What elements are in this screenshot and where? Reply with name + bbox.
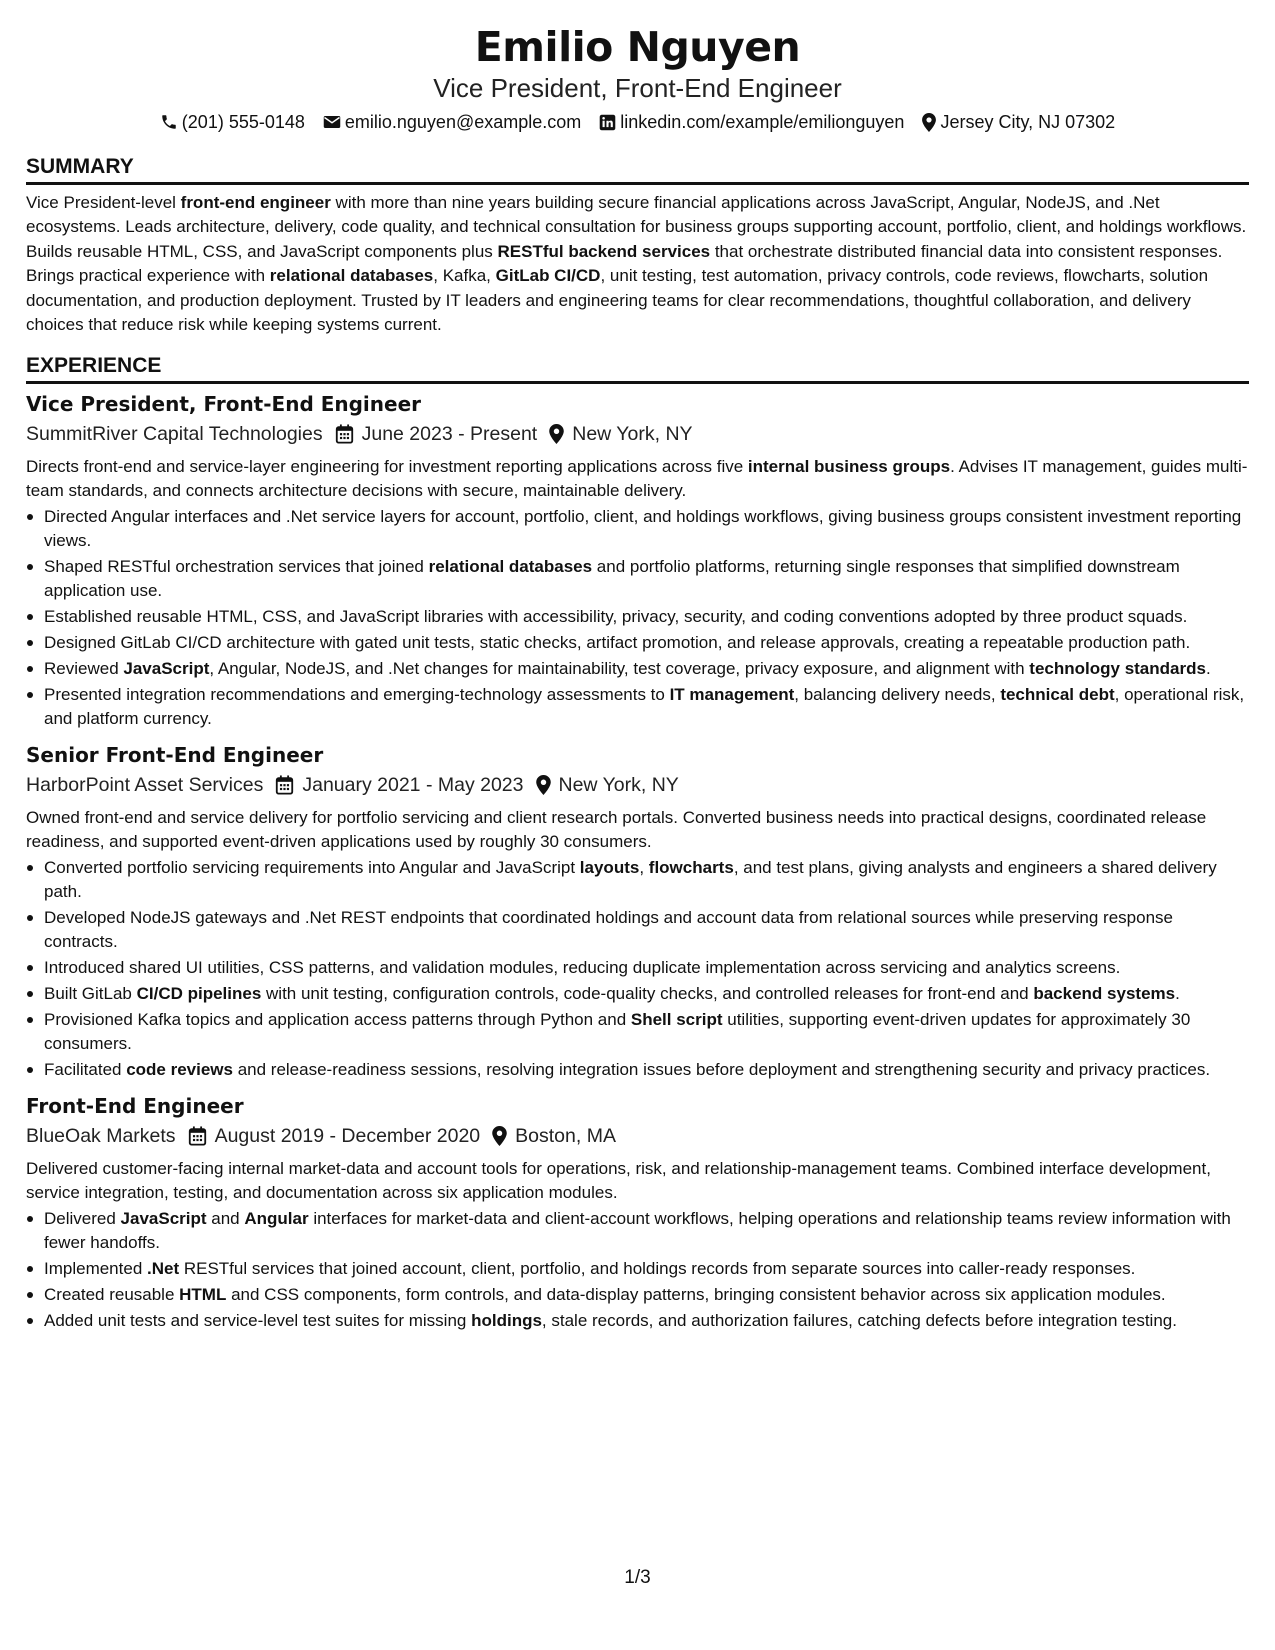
bullet-part: interfaces for market-data and client-account workflows, helping operations and relationship teams review information with fewer handoffs.	[44, 1209, 1231, 1253]
bullet-keyword: backend systems	[1033, 984, 1176, 1004]
location-text: Jersey City, NJ 07302	[940, 112, 1116, 132]
list-item	[26, 683, 1249, 731]
candidate-title: Vice President, Front-End Engineer	[433, 73, 842, 103]
bullet-part: Provisioned Kafka topics and application access patterns through Python and	[44, 1010, 631, 1030]
list-item	[26, 982, 1249, 1006]
summary-keyword: front-end engineer	[180, 193, 331, 212]
map-pin-icon	[536, 775, 551, 795]
list-item	[26, 1257, 1249, 1281]
bullet-part: .	[1175, 984, 1180, 1004]
bullet-part: Directed Angular interfaces and .Net service layers for account, portfolio, client, and holdings workflows, giving business groups consistent investment reporting views.	[44, 507, 1242, 551]
bullet-part: Reviewed	[44, 659, 124, 679]
job-dates: August 2019 - December 2020	[214, 1125, 481, 1148]
bullet-part: Delivered	[44, 1209, 121, 1229]
job-title: Senior Front-End Engineer	[26, 743, 324, 768]
bullet-part: , stale records, and authorization failures, catching defects before integration testing.	[541, 1311, 1177, 1331]
bullet-part: Designed GitLab CI/CD architecture with gated unit tests, static checks, artifact promotion, and release approvals, creating a repeatable production path.	[44, 633, 1191, 653]
linkedin-icon	[599, 114, 616, 131]
bullet-part: RESTful services that joined account, client, portfolio, and holdings records from separate sources into caller-ready responses.	[179, 1259, 1136, 1279]
contact-phone	[160, 108, 305, 136]
desc-keyword: internal business groups	[747, 457, 951, 477]
bullet-keyword: IT management	[669, 685, 795, 705]
bullet-part: Established reusable HTML, CSS, and JavaScript libraries with accessibility, privacy, security, and coding conventions adopted by three product squads.	[44, 607, 1188, 627]
job-location: New York, NY	[558, 774, 679, 797]
bullet-part: Created reusable	[44, 1285, 180, 1305]
page-number: 1/3	[624, 1567, 651, 1588]
bullet-part: Developed NodeJS gateways and .Net REST endpoints that coordinated holdings and account data from relational sources while preserving response contracts.	[44, 908, 1173, 952]
summary-keyword: RESTful backend services	[497, 241, 711, 261]
job-entry	[26, 741, 1249, 1082]
bullet-keyword: flowcharts	[648, 858, 734, 878]
linkedin-text[interactable]: linkedin.com/example/emilionguyen	[620, 112, 905, 132]
summary-keyword: relational databases	[269, 266, 434, 286]
job-list	[26, 390, 1249, 1333]
list-item	[26, 505, 1249, 553]
bullet-keyword: HTML	[179, 1285, 227, 1305]
list-item	[26, 906, 1249, 954]
list-item	[26, 956, 1249, 980]
bullet-part: Converted portfolio servicing requirements into Angular and JavaScript	[44, 858, 580, 878]
job-location: New York, NY	[572, 423, 693, 446]
job-bullets	[26, 1207, 1249, 1333]
contact-bar	[26, 108, 1249, 136]
job-dates: January 2021 - May 2023	[302, 774, 524, 797]
job-company: SummitRiver Capital Technologies	[26, 423, 323, 446]
calendar-icon	[275, 775, 294, 795]
bullet-keyword: Shell script	[630, 1010, 723, 1030]
summary-keyword: GitLab CI/CD	[495, 266, 601, 286]
bullet-part: with unit testing, configuration controls, code-quality checks, and controlled releases for front-end and	[261, 984, 1034, 1004]
bullet-keyword: JavaScript	[120, 1209, 207, 1229]
phone-text: (201) 555-0148	[181, 112, 305, 132]
bullet-keyword: technical debt	[1000, 685, 1115, 705]
bullet-part: Implemented	[44, 1259, 147, 1279]
map-pin-icon	[922, 113, 936, 132]
job-company: BlueOak Markets	[26, 1125, 176, 1148]
experience-heading: EXPERIENCE	[26, 353, 1249, 384]
bullet-part: Introduced shared UI utilities, CSS patterns, and validation modules, reducing duplicate implementation across servicing and analytics screens.	[44, 958, 1121, 978]
summary-part: , unit testing, test automation, privacy controls, code reviews, flowcharts, solution documentation, and production deployment. Trusted by IT leaders and engineering teams for clear recommendations, thoughtful collaboration, and delivery choices that reduce risk while keeping systems current.	[26, 266, 1209, 335]
bullet-part: and	[206, 1209, 245, 1229]
summary-part: that orchestrate distributed financial data into consistent responses. Brings practical experience with	[26, 241, 1223, 286]
summary-part: with more than nine years building secure financial applications across JavaScript, Angular, NodeJS, and .Net ecosystems. Leads architecture, delivery, code quality, and technical consultation for business groups supporting account, portfolio, client, and holdings workflows. Builds reusable HTML, CSS, and JavaScript components plus	[26, 193, 1247, 261]
list-item	[26, 631, 1249, 655]
job-dates: June 2023 - Present	[361, 423, 538, 446]
bullet-part: , balancing delivery needs,	[794, 685, 1001, 705]
phone-icon	[160, 113, 178, 131]
job-description	[26, 1157, 1249, 1205]
bullet-keyword: code reviews	[126, 1060, 233, 1080]
summary-part: Vice President-level	[26, 193, 181, 212]
calendar-icon	[335, 424, 354, 444]
summary-heading: SUMMARY	[26, 154, 1249, 185]
list-item	[26, 657, 1249, 681]
bullet-part: , Angular, NodeJS, and .Net changes for maintainability, test coverage, privacy exposure, and alignment with	[209, 659, 1030, 679]
job-company: HarborPoint Asset Services	[26, 774, 264, 797]
bullet-keyword: .Net	[147, 1259, 180, 1279]
map-pin-icon	[492, 1126, 507, 1146]
bullet-keyword: CI/CD pipelines	[136, 984, 262, 1004]
summary-section	[26, 154, 1249, 337]
list-item	[26, 1058, 1249, 1082]
desc-part: Directs front-end and service-layer engineering for investment reporting applications across five	[26, 457, 748, 477]
envelope-icon	[323, 114, 341, 130]
list-item	[26, 555, 1249, 603]
list-item	[26, 1283, 1249, 1307]
experience-section	[26, 353, 1249, 1333]
job-meta	[26, 1122, 1249, 1150]
bullet-keyword: relational databases	[428, 557, 593, 577]
calendar-icon	[188, 1126, 207, 1146]
bullet-part: Shaped RESTful orchestration services that joined	[44, 557, 429, 577]
bullet-keyword: holdings	[471, 1311, 542, 1331]
job-meta	[26, 420, 1249, 448]
summary-text	[26, 191, 1249, 337]
job-description	[26, 455, 1249, 503]
summary-part: , Kafka,	[433, 266, 496, 286]
job-title: Front-End Engineer	[26, 1094, 244, 1119]
job-description	[26, 806, 1249, 854]
bullet-keyword: Angular	[244, 1209, 309, 1229]
bullet-part: ,	[639, 858, 649, 878]
bullet-keyword: technology standards	[1029, 659, 1206, 679]
candidate-name: Emilio Nguyen	[474, 23, 801, 71]
job-bullets	[26, 505, 1249, 731]
bullet-part: Facilitated	[44, 1060, 127, 1080]
email-text[interactable]: emilio.nguyen@example.com	[344, 112, 582, 132]
contact-email[interactable]	[323, 108, 581, 136]
job-meta	[26, 771, 1249, 799]
bullet-part: and CSS components, form controls, and data-display patterns, bringing consistent behavior across six application modules.	[226, 1285, 1166, 1305]
bullet-part: and release-readiness sessions, resolving integration issues before deployment and strengthening security and privacy practices.	[232, 1060, 1211, 1080]
job-location: Boston, MA	[515, 1125, 616, 1148]
resume-header	[26, 22, 1249, 136]
list-item	[26, 1309, 1249, 1333]
bullet-part: Built GitLab	[44, 984, 137, 1004]
list-item	[26, 856, 1249, 904]
desc-part: Owned front-end and service delivery for portfolio servicing and client research portals. Converted business needs into practical designs, coordinated release readiness, and supported event-driven applications used by roughly 30 consumers.	[26, 808, 1207, 852]
job-title: Vice President, Front-End Engineer	[26, 392, 422, 417]
bullet-part: utilities, supporting event-driven updates for approximately 30 consumers.	[44, 1010, 1191, 1054]
bullet-keyword: layouts	[579, 858, 640, 878]
list-item	[26, 1008, 1249, 1056]
bullet-part: , and test plans, giving analysts and engineers a shared delivery path.	[44, 858, 1217, 902]
bullet-part: Added unit tests and service-level test suites for missing	[44, 1311, 472, 1331]
list-item	[26, 1207, 1249, 1255]
map-pin-icon	[549, 424, 564, 444]
bullet-part: .	[1205, 659, 1211, 679]
bullet-part: Presented integration recommendations and emerging-technology assessments to	[44, 685, 670, 705]
job-entry	[26, 390, 1249, 731]
job-entry	[26, 1092, 1249, 1333]
contact-location	[922, 108, 1115, 136]
bullet-part: , operational risk, and platform currency.	[44, 685, 1245, 729]
bullet-keyword: JavaScript	[123, 659, 210, 679]
contact-linkedin[interactable]	[599, 108, 904, 136]
list-item	[26, 605, 1249, 629]
bullet-part: and portfolio platforms, returning single responses that simplified downstream application use.	[44, 557, 1180, 601]
desc-part: Delivered customer-facing internal market-data and account tools for operations, risk, and relationship-management teams. Combined interface development, service integration, testing, and documentation across six application modules.	[26, 1159, 1211, 1203]
desc-part: . Advises IT management, guides multi-team standards, and connects architecture decisions with secure, maintainable delivery.	[26, 457, 1248, 501]
job-bullets	[26, 856, 1249, 1082]
